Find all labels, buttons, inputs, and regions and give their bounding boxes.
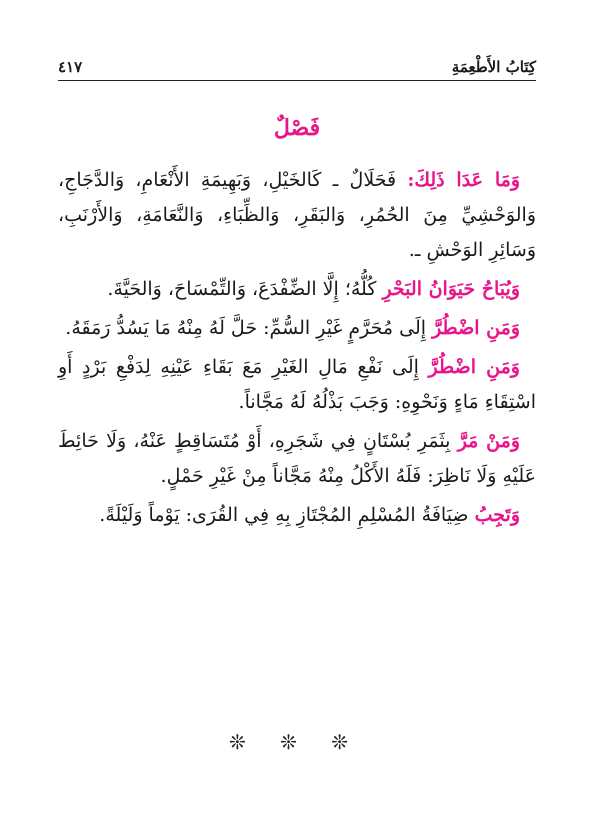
paragraph-term: وَتَجِبُ [474, 504, 520, 526]
paragraph-text: ضِيَافَةُ المُسْلِمِ المُجْتَازِ بِهِ فِي القُرَى: يَوْماً وَلَيْلَةً. [99, 504, 475, 526]
paragraph [58, 163, 536, 268]
paragraph-term: وَمَا عَدَا ذَلِكَ: [407, 169, 520, 191]
paragraph-text: فَحَلَالٌ ـ كَالخَيْلِ، وَبَهِيمَةِ الأَنْعَامِ، وَالدَّجَاجِ، وَالوَحْشِيِّ مِنَ الحُمُرِ، وَالبَقَرِ، وَالظِّبَاءِ، وَالنَّعَامَةِ، وَالأَرْنَبِ، وَسَائِرِ الوَحْشِ ـ. [58, 169, 536, 261]
paragraph-term: وَيُبَاحُ حَيَوَانُ البَحْرِ [382, 278, 520, 300]
paragraph-term: وَمَنِ اضْطُرَّ [432, 317, 520, 339]
paragraph-text: إِلَى مُحَرَّمٍ غَيْرِ السُّمِّ: حَلَّ لَهُ مِنْهُ مَا يَسُدُّ رَمَقَهُ. [65, 317, 433, 339]
paragraph [58, 498, 536, 533]
paragraph [58, 272, 536, 307]
section-end-ornament: ❊ ❊ ❊ [229, 730, 362, 754]
section-title: فَصْلٌ [273, 115, 321, 141]
paragraph-text: كُلُّهُ؛ إِلَّا الضِّفْدَعَ، وَالتِّمْسَاحَ، وَالحَيَّةَ. [107, 278, 383, 300]
page-header [58, 56, 536, 81]
page-content [58, 163, 536, 533]
running-title: كِتَابُ الأَطْعِمَةِ [451, 58, 536, 76]
paragraph-term: وَمَنِ اضْطُرَّ [428, 356, 520, 378]
paragraph [58, 350, 536, 420]
paragraph-text: بِثَمَرِ بُسْتَانٍ فِي شَجَرِهِ، أَوْ مُتَسَاقِطٍ عَنْهُ، وَلَا حَائِطَ عَلَيْهِ وَلَا نَاظِرَ: فَلَهُ الأَكْلُ مِنْهُ مَجَّاناً مِنْ غَيْرِ حَمْلٍ. [58, 430, 536, 487]
paragraph [58, 311, 536, 346]
paragraph-term: وَمَنْ مَرَّ [457, 430, 520, 452]
paragraph-text: إِلَى نَفْعِ مَالِ الغَيْرِ مَعَ بَقَاءِ عَيْنِهِ لِدَفْعِ بَرْدٍ أَوِ اسْتِقَاءِ مَاءٍ وَنَحْوِهِ: وَجَبَ بَذْلُهُ لَهُ مَجَّاناً. [58, 356, 536, 413]
book-page [58, 56, 536, 537]
page-number: ٤١٧ [58, 58, 83, 76]
paragraph [58, 424, 536, 494]
